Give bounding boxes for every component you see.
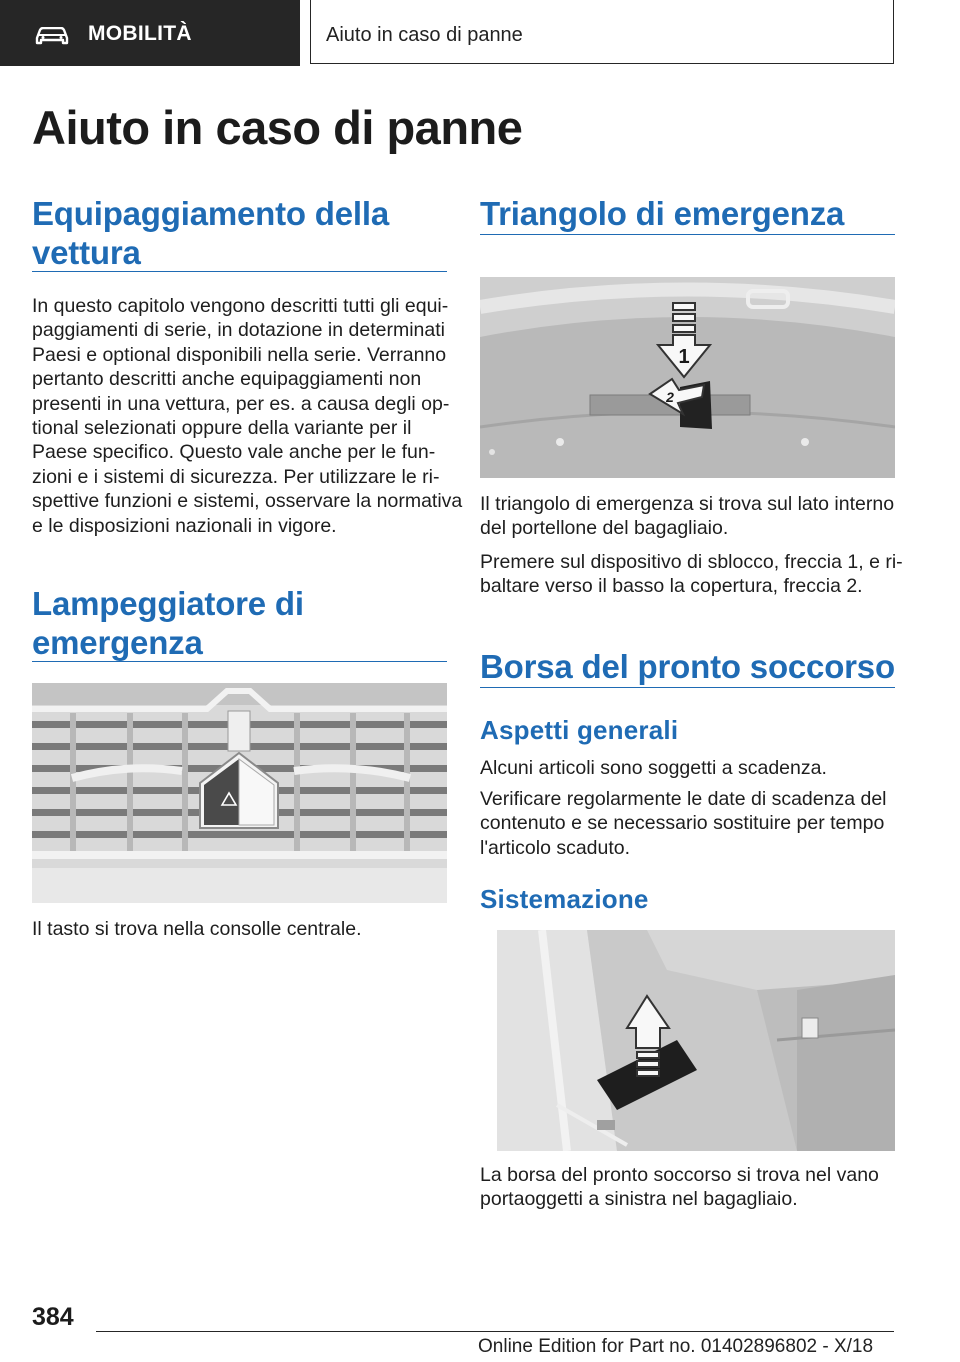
triangle-paragraph-2: [480, 550, 903, 599]
equipment-line: presenti in una vettura, per es. a causa degli op-: [32, 392, 450, 415]
placement-caption: [480, 1163, 879, 1212]
hazard-heading: [32, 584, 304, 662]
equipment-heading-rule: [32, 271, 447, 272]
placement-line: portaoggetti a sinistra nel bagagliaio.: [480, 1188, 798, 1211]
triangle-figure: [480, 277, 895, 478]
equipment-line: In questo capitolo vengono descritti tutti gli equi-: [32, 295, 449, 317]
equipment-heading: [32, 194, 389, 272]
chapter-label: Aiuto in caso di panne: [326, 24, 523, 46]
general-line: l'articolo scaduto.: [480, 836, 631, 859]
equipment-line: tional selezionati oppure della variante per il: [32, 417, 412, 440]
equipment-line: zioni e i sistemi di sicurezza. Per utilizzare le ri-: [32, 465, 440, 488]
general-line: Verificare regolarmente le date di scadenza del: [480, 788, 887, 810]
triangle-line: Premere sul dispositivo di sblocco, freccia 1, e ri-: [480, 551, 903, 573]
equipment-paragraph: [32, 294, 462, 538]
hazard-heading-line1: Lampeggiatore di: [32, 585, 304, 622]
section-tab[interactable]: [0, 0, 300, 66]
equipment-line: pertanto descritti anche equipaggiamenti non: [32, 368, 422, 391]
equipment-line: Paesi e optional disponibili nella serie. Verranno: [32, 343, 447, 366]
hazard-heading-line2: emergenza: [32, 624, 203, 661]
hazard-heading-rule: [32, 661, 447, 662]
first-aid-figure: [497, 930, 895, 1151]
first-aid-heading-rule: [480, 687, 895, 688]
arrow-2-label: 2: [666, 389, 674, 405]
placement-heading: Sistemazione: [480, 884, 649, 914]
triangle-line: del portellone del bagagliaio.: [480, 517, 729, 540]
general-paragraph-2: [480, 787, 887, 860]
first-aid-heading: Borsa del pronto soccorso: [480, 648, 895, 685]
car-icon: [34, 27, 70, 45]
equipment-line: spettive funzioni e sistemi, osservare la normativa: [32, 490, 463, 513]
section-label: MOBILITÀ: [88, 22, 192, 45]
triangle-heading-rule: [480, 234, 895, 235]
triangle-paragraph-1: [480, 492, 894, 541]
general-heading: Aspetti generali: [480, 715, 679, 745]
hazard-caption: Il tasto si trova nella consolle centrale.: [32, 918, 362, 940]
edition-text: Online Edition for Part no. 01402896802 - X/18: [478, 1336, 874, 1357]
equipment-line: e le disposizioni nazionali in vigore.: [32, 514, 337, 537]
equipment-heading-line2: vettura: [32, 234, 141, 271]
page-number: 384: [32, 1303, 74, 1331]
equipment-line: paggiamenti di serie, in dotazione in determinati: [32, 319, 445, 342]
hazard-switch-figure: [32, 683, 447, 903]
triangle-line: Il triangolo di emergenza si trova sul lato interno: [480, 493, 895, 515]
page-title: Aiuto in caso di panne: [32, 101, 523, 154]
placement-line: La borsa del pronto soccorso si trova nel vano: [480, 1164, 879, 1186]
general-paragraph-1: Alcuni articoli sono soggetti a scadenza.: [480, 757, 827, 779]
chapter-tab[interactable]: [310, 0, 894, 64]
footer-rule: [96, 1331, 894, 1332]
equipment-heading-line1: Equipaggiamento della: [32, 195, 390, 232]
equipment-line: Paese specifico. Questo vale anche per le fun-: [32, 441, 436, 464]
general-line: contenuto e se necessario sostituire per tempo: [480, 812, 885, 835]
triangle-heading: Triangolo di emergenza: [480, 195, 845, 232]
arrow-1-label: 1: [678, 346, 690, 368]
triangle-line: baltare verso il basso la copertura, freccia 2.: [480, 575, 863, 598]
